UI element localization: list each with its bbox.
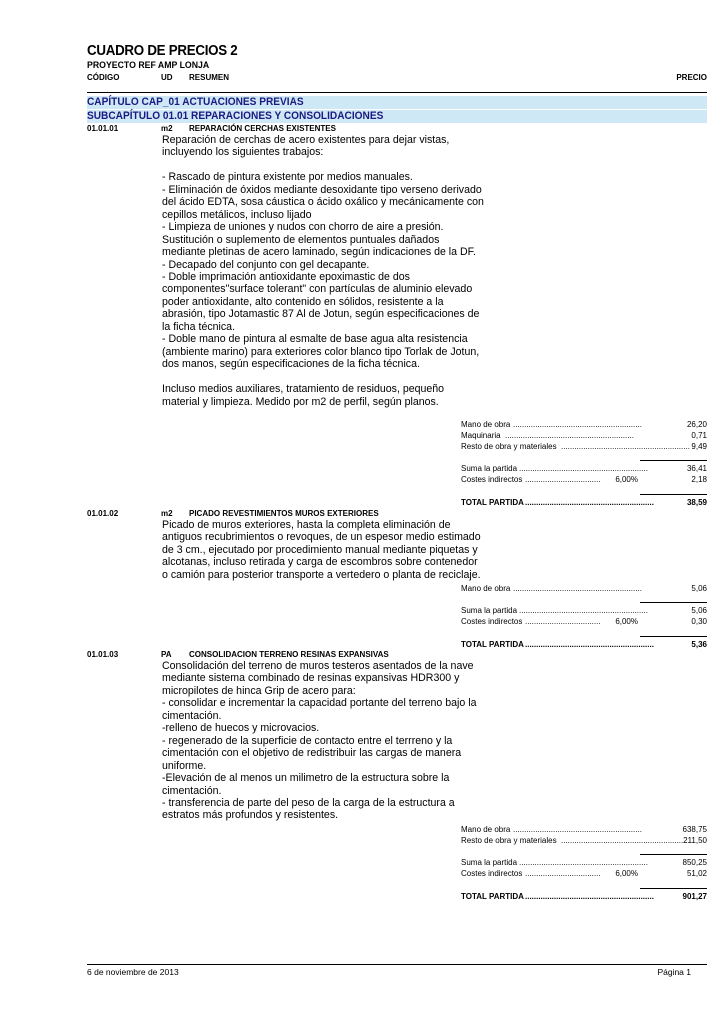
- subtotal-rule: [640, 854, 707, 855]
- indirect-costs-row: Costes indirectos .................................. 6,00% 0,30: [461, 617, 707, 626]
- item-heading: CONSOLIDACION TERRENO RESINAS EXPANSIVAS: [189, 650, 389, 659]
- breakdown-row: Mano de obra .......................................................... 26,20: [461, 420, 707, 429]
- column-header-code: CÓDIGO: [87, 73, 120, 82]
- sum-row: Suma la partida .......................................................... 5,06: [461, 606, 707, 615]
- item-description: Picado de muros exteriores, hasta la completa eliminación de antiguos recubrimientos o revoques, de un espesor medio estimado de 3 cm., ejecutado por procedimiento manual mediante piquetas y alcotanas, incluso retirada y carga de escombros sobre contenedor o camión para posterior transporte a vertedero o planta de reciclaje.: [162, 519, 481, 581]
- breakdown-row: Resto de obra y materiales .......................................................... 9,49: [461, 442, 707, 451]
- item-unit: PA: [161, 650, 172, 659]
- breakdown-row: Mano de obra .......................................................... 638,75: [461, 825, 707, 834]
- total-row: TOTAL PARTIDA .......................................................... 5,36: [461, 640, 707, 649]
- project-name: PROYECTO REF AMP LONJA: [87, 60, 210, 71]
- total-row: TOTAL PARTIDA .......................................................... 38,59: [461, 498, 707, 507]
- breakdown-row: Maquinaria .......................................................... 0,71: [461, 431, 707, 440]
- column-header-price: PRECIO: [676, 73, 707, 82]
- sum-row: Suma la partida .......................................................... 36,41: [461, 464, 707, 473]
- column-header-unit: UD: [161, 73, 173, 82]
- subtotal-rule: [640, 602, 707, 603]
- subtotal-rule: [640, 460, 707, 461]
- sum-row: Suma la partida .......................................................... 850,25: [461, 858, 707, 867]
- item-unit: m2: [161, 124, 173, 133]
- footer-date: 6 de noviembre de 2013: [87, 967, 179, 977]
- item-description: Reparación de cerchas de acero existentes para dejar vistas, incluyendo los siguientes trabajos: - Rascado de pintura existente por medios manuales. - Eliminación de óxidos mediante desoxidante tipo verseno derivado del ácido EDTA, sosa cáustica o ácido oxálico y mecánicamente con cepillos metálicos, incluso lijado - Limpieza de uniones y nudos con chorro de aire a presión. Sustitución o suplemento de elementos puntuales dañados mediante pletinas de acero laminado, según indicaciones de la DF. - Decapado del conjunto con gel decapante. - Doble imprimación antioxidante epoximastic de dos componentes"surface tolerant" con partículas de aluminio elevado poder antioxidante, alto contenido en sólidos, resistente a la abrasión, tipo Jotamastic 87 Al de Jotun, según especificaciones de la ficha técnica. - Doble mano de pintura al esmalte de base agua alta resistencia (ambiente marino) para exteriores color blanco tipo Torlak de Jotun, dos manos, según especificaciones de la ficha técnica. Incluso medios auxiliares, tratamiento de residuos, pequeño material y limpieza. Medido por m2 de perfil, según planos.: [162, 134, 484, 408]
- item-unit: m2: [161, 509, 173, 518]
- indirect-costs-row: Costes indirectos .................................. 6,00% 2,18: [461, 475, 707, 484]
- item-heading: REPARACIÓN CERCHAS EXISTENTES: [189, 124, 336, 133]
- chapter-title: CAPÍTULO CAP_01 ACTUACIONES PREVIAS: [87, 96, 707, 109]
- breakdown-row: Resto de obra y materiales .......................................................... 211,50: [461, 836, 707, 845]
- total-row: TOTAL PARTIDA .......................................................... 901,27: [461, 892, 707, 901]
- subchapter-title: SUBCAPÍTULO 01.01 REPARACIONES Y CONSOLIDACIONES: [87, 110, 707, 123]
- total-rule: [640, 636, 707, 637]
- document-title: CUADRO DE PRECIOS 2: [87, 43, 238, 59]
- header-divider: [87, 92, 707, 93]
- footer-divider: [87, 964, 707, 965]
- item-code: 01.01.03: [87, 650, 119, 659]
- item-description: Consolidación del terreno de muros testeros asentados de la nave mediante sistema combinado de resinas expansivas HDR300 y micropilotes de hinca Grip de acero para: - consolidar e incrementar la capacidad portante del terreno bajo la cimentación. -relleno de huecos y microvacios. - regenerado de la superficie de contacto entre el terrreno y la cimentación con el objetivo de redistribuir las cargas de manera uniforme. -Elevación de al menos un milimetro de la estructura sobre la cimentación. - transferencia de parte del peso de la carga de la estructura a estratos más profundos y resistentes.: [162, 660, 477, 822]
- indirect-costs-row: Costes indirectos .................................. 6,00% 51,02: [461, 869, 707, 878]
- column-header-summary: RESUMEN: [189, 73, 230, 82]
- breakdown-row: Mano de obra .......................................................... 5,06: [461, 584, 707, 593]
- total-rule: [640, 888, 707, 889]
- item-code: 01.01.01: [87, 124, 119, 133]
- item-heading: PICADO REVESTIMIENTOS MUROS EXTERIORES: [189, 509, 379, 518]
- item-code: 01.01.02: [87, 509, 119, 518]
- total-rule: [640, 494, 707, 495]
- footer-page-number: Página 1: [657, 967, 691, 977]
